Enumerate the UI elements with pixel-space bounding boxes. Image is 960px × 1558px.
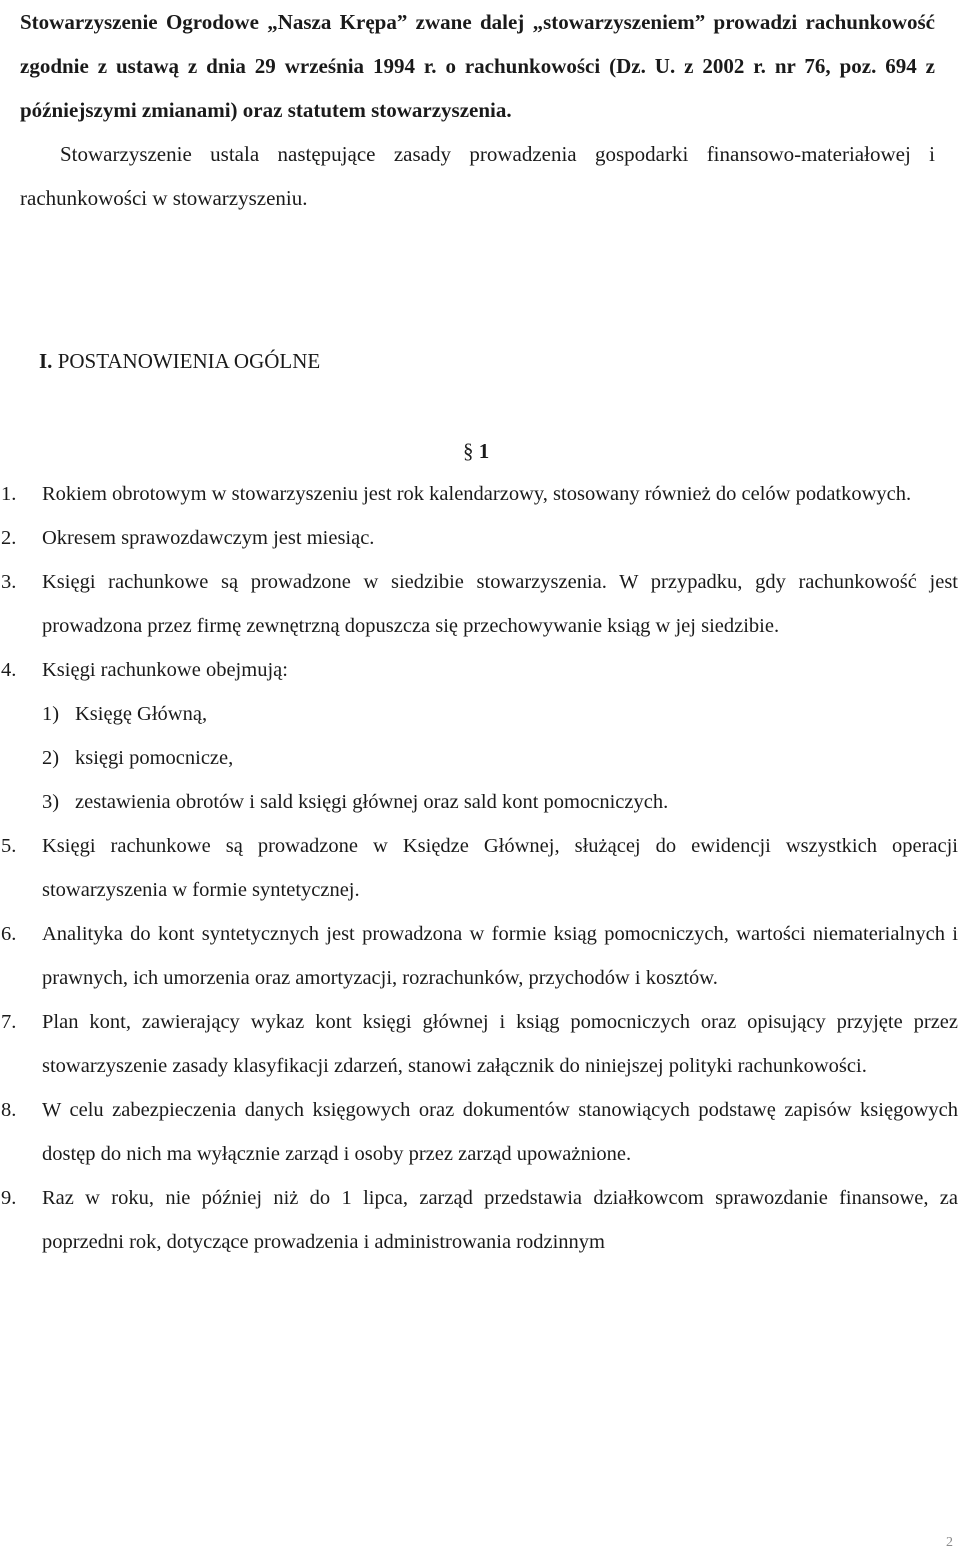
list-item: [0, 1000, 958, 1088]
section-heading: [39, 346, 320, 376]
intro-paragraph-2: Stowarzyszenie ustala następujące zasady prowadzenia gospodarki finansowo-materiałowej i rachunkowości w stowarzyszeniu.: [20, 142, 935, 210]
list-item: [0, 560, 958, 648]
sub-item-number: 3): [42, 791, 60, 813]
sub-list-item: [42, 736, 958, 780]
item-text: Księgi rachunkowe są prowadzone w siedzibie stowarzyszenia. W przypadku, gdy rachunkowość jest prowadzona przez firmę zewnętrzną dopuszcza się przechowywanie ksiąg w jej siedzibie.: [42, 571, 958, 637]
list-item: [0, 824, 958, 912]
section-sign: §: [463, 439, 474, 463]
paragraph-number: 1: [478, 439, 490, 463]
page-number: 2: [946, 1535, 953, 1550]
item-number: 2.: [1, 527, 17, 549]
sub-item-text: zestawienia obrotów i sald księgi głównej oraz sald kont pomocniczych.: [75, 791, 669, 813]
list-item: [0, 1088, 958, 1176]
item-text: Raz w roku, nie później niż do 1 lipca, zarząd przedstawia działkowcom sprawozdanie finansowe, za poprzedni rok, dotyczące prowadzenia i administrowania rodzinnym: [42, 1187, 958, 1253]
item-number: 3.: [1, 571, 17, 593]
list-item: [0, 648, 958, 824]
item-text: Księgi rachunkowe obejmują:: [42, 659, 288, 681]
sub-item-text: księgi pomocnicze,: [75, 747, 234, 769]
sub-item-text: Księgę Główną,: [75, 703, 208, 725]
item-number: 9.: [1, 1187, 17, 1209]
sub-item-number: 1): [42, 703, 60, 725]
sub-item-number: 2): [42, 747, 60, 769]
item-text: Okresem sprawozdawczym jest miesiąc.: [42, 527, 375, 549]
item-number: 6.: [1, 923, 17, 945]
section-title-text: POSTANOWIENIA OGÓLNE: [57, 349, 321, 373]
item-number: 8.: [1, 1099, 17, 1121]
provisions-list: [0, 472, 960, 1264]
list-item: [0, 516, 958, 560]
list-item: [0, 1176, 958, 1264]
item-text: Plan kont, zawierający wykaz kont księgi głównej i ksiąg pomocniczych oraz opisujący przyjęte przez stowarzyszenie zasady klasyfikacji zdarzeń, stanowi załącznik do niniejszej polityki rachunkowości.: [42, 1011, 958, 1077]
sub-list-item: [42, 780, 958, 824]
item-text: Analityka do kont syntetycznych jest prowadzona w formie ksiąg pomocniczych, wartości niematerialnych i prawnych, ich umorzenia oraz amortyzacji, rozrachunków, przychodów i kosztów.: [42, 923, 958, 989]
item-number: 4.: [1, 659, 17, 681]
item-number: 7.: [1, 1011, 17, 1033]
sub-list-item: [42, 692, 958, 736]
sub-list: [42, 692, 958, 824]
item-number: 1.: [1, 483, 17, 505]
section-roman-numeral: I.: [39, 349, 53, 373]
item-text: W celu zabezpieczenia danych księgowych oraz dokumentów stanowiących podstawę zapisów księgowych dostęp do nich ma wyłącznie zarząd i osoby przez zarząd upoważnione.: [42, 1099, 958, 1165]
list-item: [0, 472, 958, 516]
item-text: Rokiem obrotowym w stowarzyszeniu jest rok kalendarzowy, stosowany również do celów podatkowych.: [42, 483, 912, 505]
intro-paragraph-1: Stowarzyszenie Ogrodowe „Nasza Krępa” zwane dalej „stowarzyszeniem” prowadzi rachunkowość zgodnie z ustawą z dnia 29 września 1994 r. o rachunkowości (Dz. U. z 2002 r. nr 76, poz. 694 z późniejszymi zmianami) oraz statutem stowarzyszenia.: [20, 10, 935, 122]
item-number: 5.: [1, 835, 17, 857]
list-item: [0, 912, 958, 1000]
item-text: Księgi rachunkowe są prowadzone w Księdze Głównej, służącej do ewidencji wszystkich operacji stowarzyszenia w formie syntetycznej.: [42, 835, 958, 901]
intro: [20, 0, 935, 220]
paragraph-mark: [463, 436, 489, 466]
